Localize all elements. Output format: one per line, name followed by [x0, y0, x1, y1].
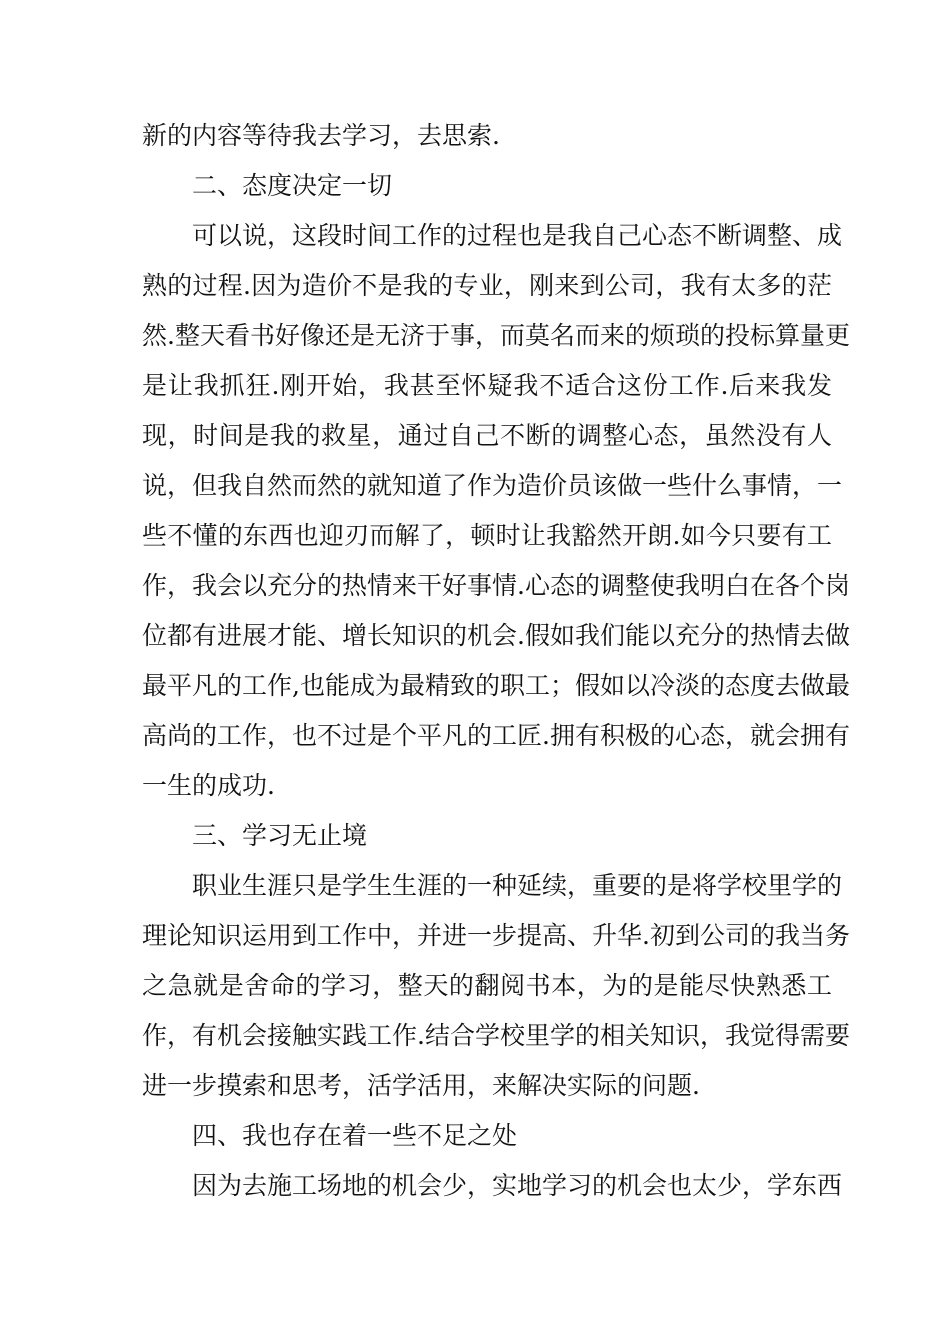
paragraph-line: 一生的成功.: [142, 771, 275, 800]
paragraph-line: 之急就是舍命的学习，整天的翻阅书本，为的是能尽快熟悉工: [142, 971, 832, 1000]
paragraph-line: 说，但我自然而然的就知道了作为造价员该做一些什么事情，一: [142, 471, 843, 500]
paragraph-line: 是让我抓狂.刚开始，我甚至怀疑我不适合这份工作.后来我发: [142, 371, 832, 400]
paragraph-line: 可以说，这段时间工作的过程也是我自己心态不断调整、成: [192, 221, 843, 250]
paragraph-line: 现，时间是我的救星，通过自己不断的调整心态，虽然没有人: [142, 421, 832, 450]
paragraph-line: 高尚的工作，也不过是个平凡的工匠.拥有积极的心态，就会拥有: [142, 721, 850, 750]
paragraph-line: 些不懂的东西也迎刃而解了，顿时让我豁然开朗.如今只要有工: [142, 521, 832, 550]
section-heading: 二、态度决定一切: [192, 171, 393, 200]
paragraph-line: 新的内容等待我去学习，去思索.: [142, 121, 500, 150]
paragraph-line: 因为去施工场地的机会少，实地学习的机会也太少，学东西: [192, 1171, 843, 1200]
section-heading: 四、我也存在着一些不足之处: [192, 1121, 518, 1150]
paragraph-line: 熟的过程.因为造价不是我的专业，刚来到公司，我有太多的茫: [142, 271, 832, 300]
paragraph-line: 然.整天看书好像还是无济于事，而莫名而来的烦琐的投标算量更: [142, 321, 850, 350]
section-heading: 三、学习无止境: [192, 821, 368, 850]
paragraph-line: 进一步摸索和思考，活学活用，来解决实际的问题.: [142, 1071, 700, 1100]
paragraph-line: 位都有进展才能、增长知识的机会.假如我们能以充分的热情去做: [142, 621, 850, 650]
paragraph-line: 职业生涯只是学生生涯的一种延续，重要的是将学校里学的: [192, 871, 843, 900]
paragraph-line: 最平凡的工作,也能成为最精致的职工；假如以冷淡的态度去做最: [142, 671, 850, 700]
paragraph-line: 理论知识运用到工作中，并进一步提高、升华.初到公司的我当务: [142, 921, 850, 950]
paragraph-line: 作，我会以充分的热情来干好事情.心态的调整使我明白在各个岗: [142, 571, 850, 600]
paragraph-line: 作，有机会接触实践工作.结合学校里学的相关知识，我觉得需要: [142, 1021, 850, 1050]
